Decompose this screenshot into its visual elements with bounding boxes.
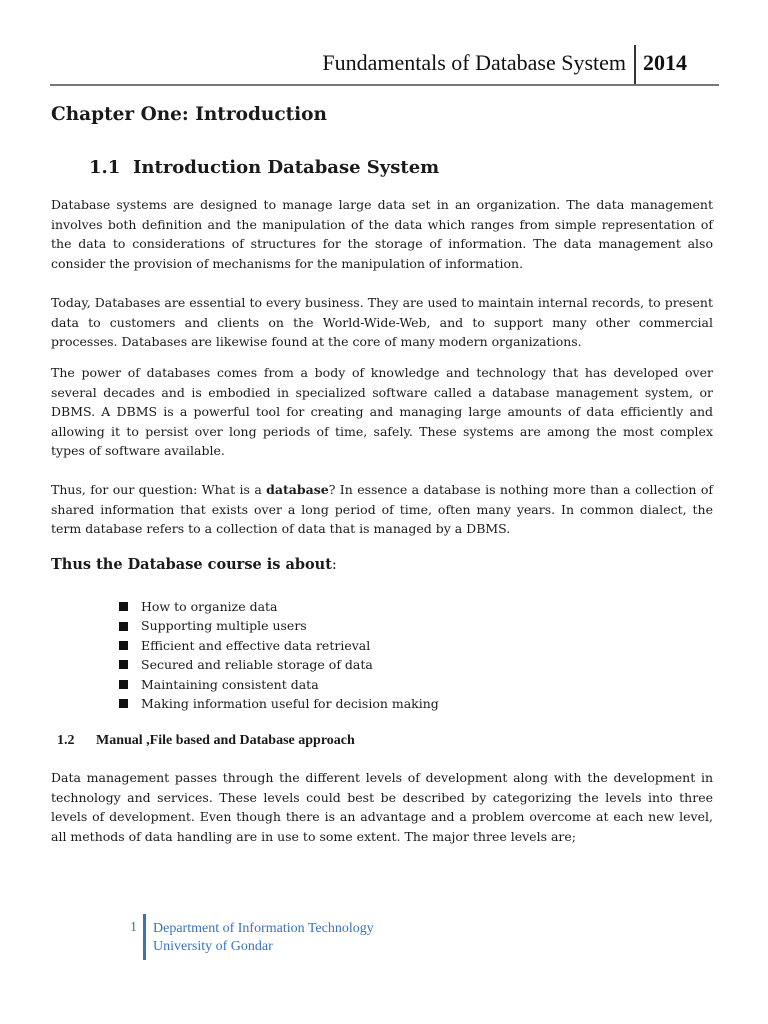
section-1-1-heading [89, 157, 439, 178]
header-title: Fundamentals of Database System [322, 50, 626, 75]
paragraph-2: Today, Databases are essential to every business. They are used to maintain internal records, to present data to customers and clients on the World-Wide-Web, and to support many other commercial processes. Databases are likewise found at the core of many modern organizations. [51, 295, 713, 350]
list-item-text: How to organize data [141, 599, 278, 614]
list-item [119, 616, 439, 635]
paragraph-4-bold-term: database [266, 482, 329, 497]
course-heading-colon: : [331, 557, 337, 573]
square-bullet-icon [119, 680, 128, 689]
square-bullet-icon [119, 602, 128, 611]
paragraph-5: Data management passes through the different levels of development along with the development in technology and services. These levels could best be described by categorizing the levels into three levels of development. Even though there is an advantage and a problem overcome at each new level, all methods of data handling are in use to some extent. The major three levels are; [51, 770, 713, 844]
header-separator [634, 45, 636, 85]
list-item [119, 675, 439, 694]
header-year: 2014 [643, 50, 687, 75]
chapter-title: Chapter One: Introduction [51, 104, 327, 125]
section-number: 1.1 [89, 157, 121, 178]
list-item-text: Supporting multiple users [141, 618, 307, 634]
footer-institution [153, 920, 374, 956]
footer-department: Department of Information Technology [153, 921, 374, 936]
square-bullet-icon [119, 699, 128, 708]
section-1-2-heading [57, 733, 355, 749]
list-item [119, 597, 439, 616]
list-item [119, 636, 439, 655]
course-heading [51, 556, 337, 573]
section-title: Manual ,File based and Database approach [96, 733, 355, 748]
paragraph-4-text: Thus, for our question: What is a [51, 482, 267, 497]
list-item-text: Maintaining consistent data [141, 676, 319, 692]
square-bullet-icon [119, 660, 128, 669]
paragraph-4-text-rest: ? In essence a database is nothing more than a collection of shared information that exists over a long period of time, often many years. In common dialect, the term database refers to a collection of data that is managed by a DBMS. [51, 482, 714, 537]
list-item-text: Making information useful for decision making [141, 696, 439, 712]
section-number: 1.2 [57, 733, 75, 748]
footer-university: University of Gondar [153, 939, 273, 954]
paragraph-4 [51, 480, 713, 539]
course-topics-list [119, 597, 439, 713]
list-item [119, 655, 439, 674]
square-bullet-icon [119, 622, 128, 631]
header-rule [50, 84, 719, 86]
paragraph-1: Database systems are designed to manage large data set in an organization. The data management involves both definition and the manipulation of the data which ranges from simple representation of the data to considerations of structures for the storage of information. The data management also consider the provision of mechanisms for the manipulation of information. [51, 197, 713, 271]
section-title: Introduction Database System [133, 157, 440, 178]
footer-page-number: 1 [130, 920, 137, 935]
course-heading-bold: Thus the Database course is about [51, 556, 332, 573]
paragraph-3: The power of databases comes from a body of knowledge and technology that has developed over several decades and is embodied in specialized software called a database management system, or DBMS. A DBMS is a powerful tool for creating and managing large amounts of data efficiently and allowing it to persist over long periods of time, safely. These systems are among the most complex types of software available. [51, 365, 713, 459]
list-item-text: Secured and reliable storage of data [141, 657, 373, 673]
list-item-text: Efficient and effective data retrieval [141, 637, 371, 653]
footer-accent-bar [143, 914, 146, 960]
square-bullet-icon [119, 641, 128, 650]
list-item [119, 694, 439, 713]
